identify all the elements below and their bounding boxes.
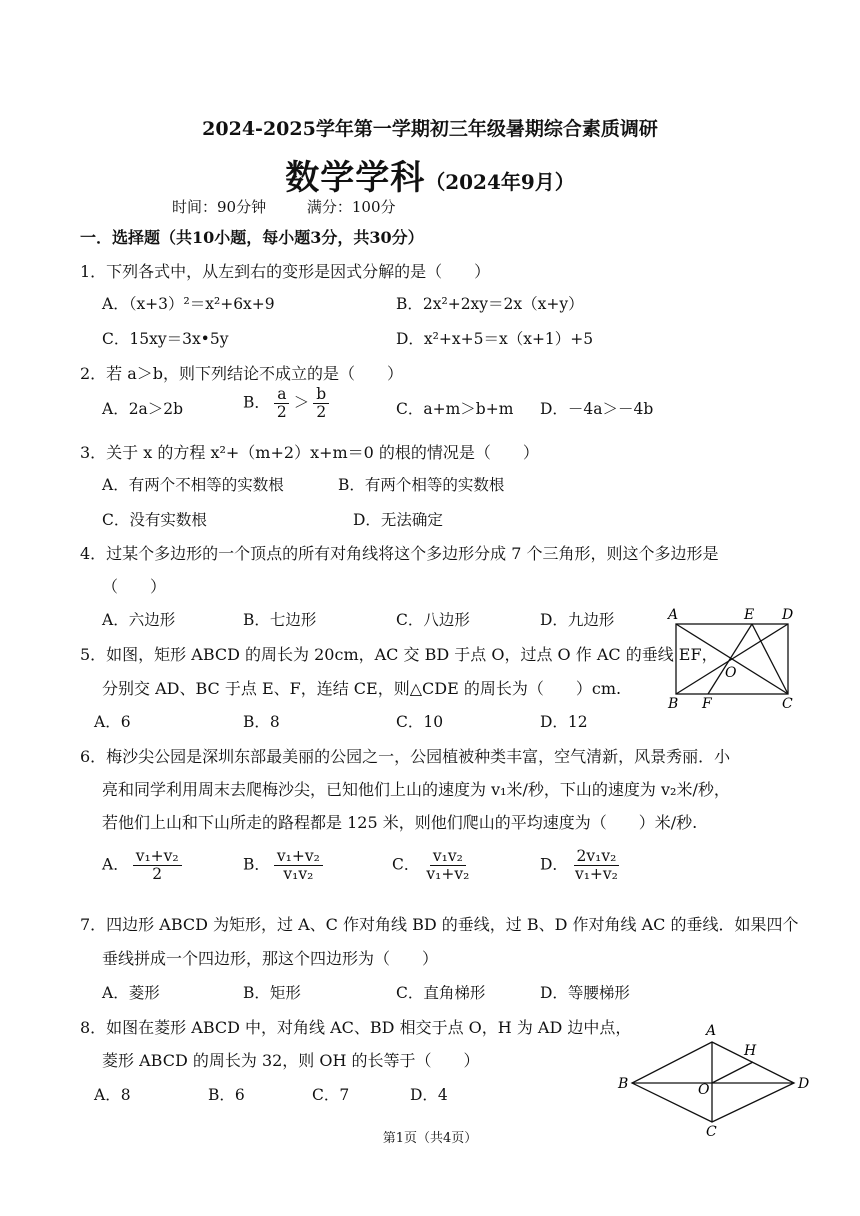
q6-b-prefix: B． bbox=[243, 855, 270, 874]
q2-option-a: A．2a＞2b bbox=[102, 400, 184, 418]
q3-stem: 3．关于 x 的方程 x²+（m+2）x+m＝0 的根的情况是（ ） bbox=[80, 443, 539, 462]
q6-b-num: v₁+v₂ bbox=[274, 848, 323, 866]
fig5-label-b: B bbox=[668, 696, 679, 712]
q6-stem-line2: 亮和同学利用周末去爬梅沙尖，已知他们上山的速度为 v₁米/秒，下山的速度为 v₂米/秒， bbox=[102, 780, 730, 799]
q6-option-c bbox=[392, 848, 476, 883]
q2-b-frac2 bbox=[313, 386, 329, 421]
q6-d-prefix: D． bbox=[540, 855, 568, 874]
q6-c-den: v₁+v₂ bbox=[426, 865, 470, 884]
q4-stem-line1: 4．过某个多边形的一个顶点的所有对角线将这个多边形分成 7 个三角形，则这个多边形是 bbox=[80, 544, 719, 563]
exam-title: 2024-2025学年第一学期初三年级暑期综合素质调研 bbox=[202, 118, 658, 140]
q6-d-den: v₁+v₂ bbox=[574, 865, 618, 884]
q5-option-c: C．10 bbox=[396, 713, 444, 731]
q2-b-prefix: B． bbox=[243, 393, 270, 412]
fig5-label-c: C bbox=[782, 696, 793, 712]
q8-option-b: B．6 bbox=[208, 1086, 245, 1104]
q4-option-b: B．七边形 bbox=[243, 611, 317, 629]
q4-option-c: C．八边形 bbox=[396, 611, 470, 629]
subject-heading bbox=[0, 150, 860, 199]
q7-stem-line2: 垂线拼成一个四边形，那这个四边形为（ ） bbox=[102, 949, 439, 968]
q2-b-den2: 2 bbox=[316, 403, 327, 422]
fig8-label-b: B bbox=[618, 1076, 629, 1092]
q5-option-a: A．6 bbox=[94, 713, 131, 731]
q2-option-d: D．－4a＞－4b bbox=[540, 400, 654, 418]
q6-option-a bbox=[102, 848, 186, 883]
fig8-label-c: C bbox=[706, 1124, 717, 1138]
q6-a-den: 2 bbox=[152, 865, 163, 884]
exam-meta bbox=[172, 196, 432, 217]
q5-stem-line2: 分别交 AD、BC 于点 E、F，连结 CE，则△CDE 的周长为（ ）cm. bbox=[102, 679, 622, 698]
q8-option-d: D．4 bbox=[410, 1086, 448, 1104]
q5-option-b: B．8 bbox=[243, 713, 280, 731]
fig5-label-e: E bbox=[744, 607, 755, 623]
fig5-label-d: D bbox=[782, 607, 794, 623]
q6-c-num: v₁v₂ bbox=[430, 848, 466, 866]
q1-option-d: D．x²+x+5＝x（x+1）+5 bbox=[396, 330, 594, 348]
q2-b-num: a bbox=[274, 386, 289, 404]
q2-option-c: C．a+m＞b+m bbox=[396, 400, 514, 418]
q6-option-b bbox=[243, 848, 327, 883]
q6-a-prefix: A． bbox=[102, 855, 129, 874]
fig8-label-d: D bbox=[798, 1076, 810, 1092]
section-title: 一．选择题（共10小题，每小题3分，共30分） bbox=[80, 228, 424, 247]
q3-option-d: D．无法确定 bbox=[353, 511, 443, 529]
q3-option-a: A．有两个不相等的实数根 bbox=[102, 476, 284, 494]
q6-a-num: v₁+v₂ bbox=[133, 848, 182, 866]
q7-option-d: D．等腰梯形 bbox=[540, 984, 630, 1002]
fig5-label-o: O bbox=[725, 665, 737, 681]
q3-option-b: B．有两个相等的实数根 bbox=[338, 476, 505, 494]
exam-time: 时间：90分钟 bbox=[172, 198, 267, 216]
q6-stem-line3: 若他们上山和下山所走的路程都是 125 米，则他们爬山的平均速度为（ ）米/秒. bbox=[102, 813, 698, 832]
q8-option-a: A．8 bbox=[94, 1086, 131, 1104]
q5-stem-line1: 5．如图，矩形 ABCD 的周长为 20cm，AC 交 BD 于点 O，过点 O 作 AC 的垂线 EF， bbox=[80, 645, 718, 664]
exam-date: （2024年9月） bbox=[425, 170, 575, 194]
q1-option-b: B．2x²+2xy＝2x（x+y） bbox=[396, 295, 584, 313]
q1-stem: 1．下列各式中，从左到右的变形是因式分解的是（ ） bbox=[80, 262, 491, 281]
q6-d-frac bbox=[572, 848, 621, 883]
q5-option-d: D．12 bbox=[540, 713, 588, 731]
fig5-label-a: A bbox=[668, 607, 679, 623]
q4-option-a: A．六边形 bbox=[102, 611, 176, 629]
exam-score: 满分：100分 bbox=[306, 198, 396, 216]
subject-name: 数学学科 bbox=[285, 158, 426, 198]
q4-option-d: D．九边形 bbox=[540, 611, 615, 629]
q6-c-prefix: C． bbox=[392, 855, 420, 874]
fig8-label-a: A bbox=[706, 1023, 717, 1039]
q1-option-c: C．15xy＝3x•5y bbox=[102, 330, 229, 348]
q3-option-c: C．没有实数根 bbox=[102, 511, 207, 529]
q6-a-frac bbox=[133, 848, 182, 883]
q7-option-b: B．矩形 bbox=[243, 984, 301, 1002]
q2-b-rel: ＞ bbox=[293, 393, 310, 412]
fig8-label-h: H bbox=[744, 1043, 757, 1059]
q2-option-b bbox=[243, 386, 333, 421]
q7-option-c: C．直角梯形 bbox=[396, 984, 486, 1002]
q2-stem: 2．若 a＞b，则下列结论不成立的是（ ） bbox=[80, 364, 404, 383]
q2-b-den: 2 bbox=[276, 403, 287, 422]
page-footer: 第1页（共4页） bbox=[382, 1131, 478, 1146]
q8-stem-line1: 8．如图在菱形 ABCD 中，对角线 AC、BD 相交于点 O，H 为 AD 边中点， bbox=[80, 1018, 632, 1037]
q8-rhombus-figure bbox=[612, 1020, 812, 1138]
q6-c-frac bbox=[423, 848, 472, 883]
q2-b-frac1 bbox=[274, 386, 290, 421]
fig5-label-f: F bbox=[702, 696, 712, 712]
q6-stem-line1: 6．梅沙尖公园是深圳东部最美丽的公园之一，公园植被种类丰富，空气清新，风景秀丽．小 bbox=[80, 747, 731, 766]
q6-option-d bbox=[540, 848, 625, 883]
q7-option-a: A．菱形 bbox=[102, 984, 160, 1002]
q6-b-frac bbox=[274, 848, 323, 883]
q1-option-a: A．（x+3）²＝x²+6x+9 bbox=[102, 295, 275, 313]
q4-stem-line2: （ ） bbox=[102, 577, 167, 596]
segment-oh bbox=[712, 1062, 753, 1083]
q8-stem-line2: 菱形 ABCD 的周长为 32，则 OH 的长等于（ ） bbox=[102, 1051, 480, 1070]
q6-b-den: v₁v₂ bbox=[283, 865, 314, 884]
q8-option-c: C．7 bbox=[312, 1086, 350, 1104]
fig8-label-o: O bbox=[698, 1082, 710, 1098]
q7-stem-line1: 7．四边形 ABCD 为矩形，过 A、C 作对角线 BD 的垂线，过 B、D 作对角线 AC 的垂线．如果四个 bbox=[80, 915, 799, 934]
q2-b-num2: b bbox=[313, 386, 329, 404]
q6-d-num: 2v₁v₂ bbox=[574, 848, 620, 866]
